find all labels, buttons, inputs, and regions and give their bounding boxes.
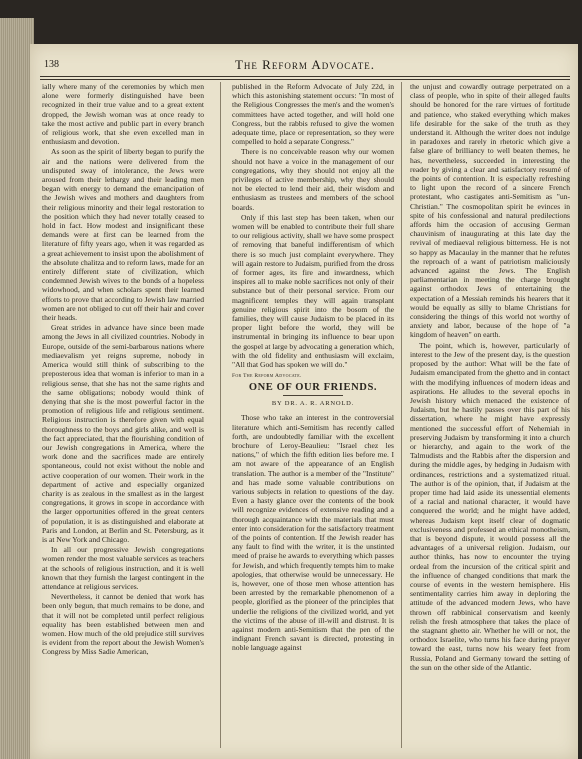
title-rule bbox=[283, 395, 343, 396]
journal-title: The Reform Advocate. bbox=[234, 57, 376, 72]
page-header bbox=[40, 56, 570, 74]
paragraph: Only if this last step has been taken, when our women will be enabled to contribute their full share to our religious activity, shall we have some prospect of removing that baneful indifferentism of which there is so much just complaint everywhere. They will again restore to Judaism, purified from the dross of former ages, its fire and inwardness, which inspires all to make noble sacrifices not only of their substance but of their personal service. From our magnificent temples they will again transplant genuine religious spirit into the bosom of the families, they will cause Judaism to be placed in its proper light before the world, they will be instrumental in bringing its influence to bear upon the gospel at large by advocating a generation which, with the old fidelity and enthusiasm will exclaim, "All that God has spoken we will do." bbox=[232, 212, 394, 370]
paragraph: ially where many of the ceremonies by which men alone were formerly distinguished have been recognized in their true value and to a great extent dropped, the Jewish woman was at once ready to take the most active and public part in every branch of religious work, that she even excelled man in enthusiasm and devotion. bbox=[42, 82, 204, 147]
paragraph: the unjust and cowardly outrage perpetrated on a class of people, who in spite of their alleged faults should be honored for the rare virtues of fortitude and patience, who staked everything which makes life desirable for the sake of the truth as they understand it. Although the writer does not indulge in paradoxes and rarely in rhetoric which give a false glare of brilliancy to well beaten themes, he has, nevertheless, succeeded in interesting the reader by giving a clear and satisfactory resumé of the points of contention. It is especially refreshing to light upon the record of a sincere French protestant, who castigates anti-Semitism as "un-Christian." The cosmopolitan spirit he evinces in spite of his confessional and natural predilections affords him the occasion of accusing German chauvinism of inaugurating at this late day the revival of mediaeval religious bitterness. He is not so happy as Macaulay in the manner that he refutes the reproach of a want of patriotism maliciously advanced against the Jews. The English parliamentarian in meeting the charge brought against orthodox Jews of entertaining the expectation of a Messiah reminds his hearers that it would be equally as silly to blame Christians for considering the things of this world not worthy of anxiety and labor, because of the hope of "a kingdom of heaven" on earth. bbox=[410, 82, 570, 340]
paragraph: There is no conceivable reason why our women should not have a voice in the management of our congregations, why they should not enjoy all the privileges of active membership, why they should not be elected to lend their aid, their wisdom and enthusiasm as trustees and members of the school boards. bbox=[232, 147, 394, 212]
column-1 bbox=[42, 82, 204, 752]
article-title: ONE OF OUR FRIENDS. bbox=[248, 382, 378, 394]
paragraph: Great strides in advance have since been made among the Jews in all civilized countries. Nobody in Europe, outside of the semi-barbarous nations where mediaevalism yet reigns supreme, nobody in America would still think of subscribing to the preposterous idea that woman is inferior to man in a religious sense, that she has not the same rights and the same obligations; nobody would think of denying that she is the most powerful factor in the promotion of religious life and religious sentiment. Religious instruction is therefore given with equal thoroughness to the boys and girls alike, and well is the fact appreciated, that the flourishing condition of our Jewish congregations in America, where the work done and the sacrifices made are entirely spontaneous, could not exist without the noble and active cooperation of our women. Their work in the department of active and especially organized charity is as zealous in the smallest as in the largest congregations, it grows in scope in accordance with the larger opportunities offered in the great centers of population, it is as distinguished and elaborate at Paris and London, at Berlin and St. Petersburg, as it is at New York and Chicago. bbox=[42, 323, 204, 544]
paragraph: In all our progressive Jewish congregations women render the most valuable services as teachers at the schools of religious instruction, and it is well known that they furnish the largest contingent in the attendance at religious services. bbox=[42, 545, 204, 591]
page-number: 138 bbox=[44, 59, 59, 70]
article-byline: BY DR. A. R. ARNOLD. bbox=[271, 400, 355, 408]
column-divider bbox=[401, 82, 402, 748]
column-divider bbox=[220, 82, 221, 748]
column-2 bbox=[232, 82, 394, 752]
paragraph: As soon as the spirit of liberty began to purify the air and the nations were delivered from the undisputed sway of intolerance, the Jews were aroused from their lethargy and their leading men began with energy to demand the emancipation of the Jewish wives and mothers and daughters from their religious minority and their legal restoration to the position which they had never totally ceased to hold in fact. How modest and insignificant these demands were at first can be learned from the literature of fifty years ago, when it was regarded as a great achievement to insist upon the abolishment of the absolute chalitza and to reform laws, made for an entirely different state of civilization, which condemned Jewish wives to the bonds of a hopeless widowhood, and when scholars spent their learned efforts to prove that according to Jewish law married women are not obliged to cut off their hair and cover their heads. bbox=[42, 147, 204, 323]
paragraph: published in the Reform Advocate of July 22d, in which this astonishing statement occurs: "In most of the Religious Congresses the men's and the women's committees have acted together, and will hold one Congress, but the rabbis refused to give the women adequate time, place or representation, so they were compelled to hold a separate Congress." bbox=[232, 82, 394, 147]
page-edges bbox=[0, 18, 34, 759]
article-source-line: For The Reform Advocate. bbox=[232, 373, 302, 380]
header-rule bbox=[40, 76, 570, 80]
article-heading bbox=[232, 373, 394, 408]
column-3 bbox=[410, 82, 570, 752]
paragraph: Nevertheless, it cannot be denied that work has been only begun, that much remains to be done, and that it will not be completed until perfect religious equality has been established between men and women. How much of the old prejudice still survives is evident from the report about the Jewish Women's Congress by Miss Sadie American, bbox=[42, 592, 204, 657]
paragraph: Those who take an interest in the controversial literature which anti-Semitism has recently called forth, are undoubtedly familiar with the excellent brochure of Leroy-Beaulieu: "Israel chez les nations," of which the fifth edition lies before me. I am not aware of the appearance of an English translation. The author is a member of the "Institute" and has made some valuable contributions on various subjects in relation to questions of the day. Even a hasty glance over the contents of the book will recognize evidences of extensive reading and a thorough acquaintance with the materials that must enter into consideration for the satisfactory treatment of the points of contention. If the Jewish reader has any fault to find with the writer, it is the unstinted meed of praise he awards to everything which passes for Jewish, and which frequently tempts him to make apologies, that otherwise would be unnecessary. He is, however, one of those men whose attention has been arrested by the remarkable phenomenon of a people, glorified as the pioneer of the principles that underlie the religions of the civilized world, and yet the victims of the abuse of ill-will and distrust. It is against modern anti-Semitism that the pen of the indignant French savant is directed, protesting in noble language against bbox=[232, 413, 394, 653]
paragraph: The point, which is, however, particularly of interest to the Jew of the present day, is the question proposed by the author: What will be the fate of Judaism emancipated from the ghetto and in contact with the modifying influences of modern ideas and aspirations. He alludes to the several epochs in Jewish history which menaced the existence of Judaism, but he hastily passes over this part of his dissertation, where he might have expressly mentioned the successful effort of Nehemiah in preserving Judaism by transforming it into a church or hierarchy, and again to the work of the Talmudists and the Rabbis after the dispersion and during the middle ages, by hedging in Judaism with ordinances, restrictions and a systematized ritual. The author is of the opinion, that, if Judaism at the proper time had laid aside its unessential elements of a racial and national character, it would have conquered the world; and he might have added, whereas Judaism kept itself clear of dogmatic exclusiveness and professed an ethical monotheism, that is beyond dispute, it would possess all the advantages of a universal religion. Judaism, our author thinks, has now to encounter the trying ordeal from the incursion of the critical spirit and the influence of changed conditions that mark the course of events in the western hemisphere. His sentimentality carries him away in deploring the attitude of the advanced modern Jews, who have thrown off rabbinical conservatism and keenly relish the fresh atmosphere that takes the place of the stagnant ghetto air. Whether he will or not, the orthodox Israelite, who turns his face during prayer toward the east, turns now his weary feet from Russia, Poland and Germany toward the setting of the sun on the other side of the Atlantic. bbox=[410, 340, 570, 672]
